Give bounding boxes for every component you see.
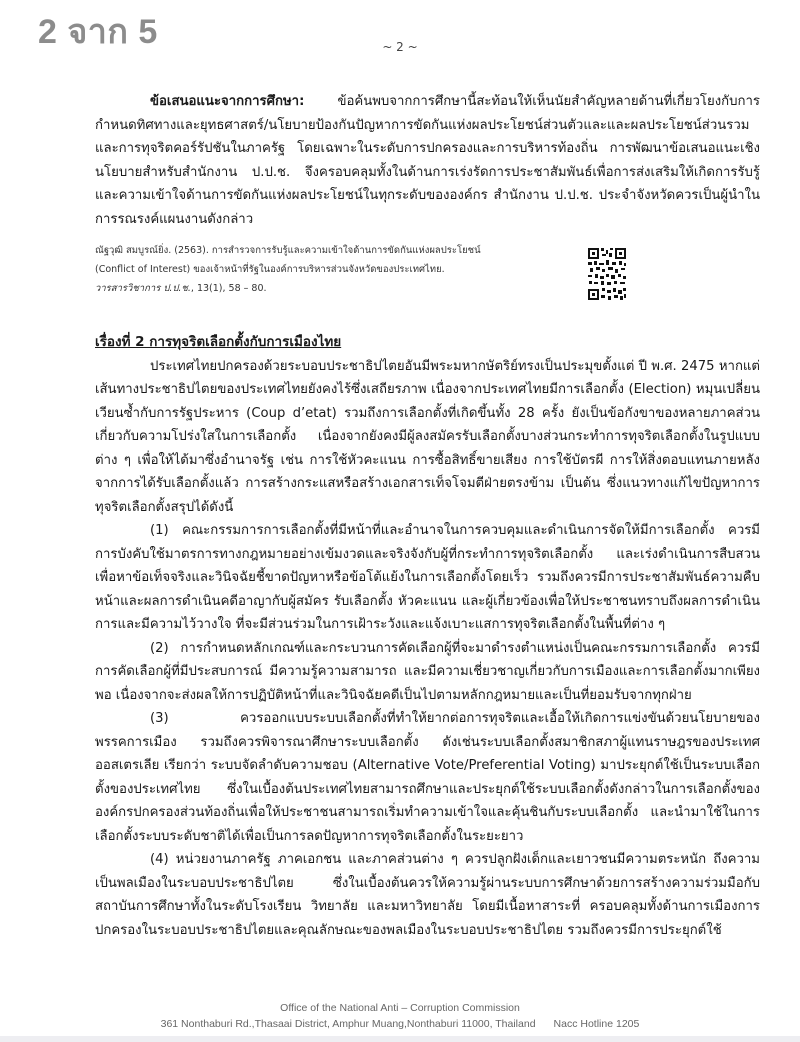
footer-contact bbox=[0, 1016, 800, 1032]
reference-line-1: ณัฐวุฒิ สมบูรณ์ยิ่ง. (2563). การสำรวจการรับรู้และความเข้าใจด้านการขัดกันแห่งผลประโยชน์ bbox=[95, 245, 481, 256]
document-body bbox=[95, 90, 760, 942]
footer-organization: Office of the National Anti – Corruption Commission bbox=[280, 1002, 520, 1014]
reference-journal: วารสารวิชาการ ป.ป.ช. bbox=[95, 283, 191, 294]
viewer-bottom-bar bbox=[0, 1036, 800, 1042]
page-number: ~ 2 ~ bbox=[382, 40, 418, 54]
list-item: (1) คณะกรรมการการเลือกตั้งที่มีหน้าที่และอำนาจในการควบคุมและดำเนินการจัดให้มีการเลือกตั้ง ควรมีการบังคับใช้มาตรการทางกฎหมายอย่างเข้มงวดและจริงจังกับผู้ที่กระทำการทุจริตเลือกตั้ง และเร่งดำเนินการสืบสวนเพื่อหาข้อเท็จจริงและวินิจฉัยชี้ขาดปัญหาหรือข้อโต้แย้งในการเลือกตั้งโดยเร็ว รวมถึงควรมีการประชาสัมพันธ์ความคืบหน้าและผลการดำเนินคดีอาญากับผู้สมัคร รับเลือกตั้ง หัวคะแนน และผู้เกี่ยวข้องเพื่อให้ประชาชนทราบถึงผลการดำเนินการและมีความไว้วางใจ ที่จะมีส่วนร่วมในการเฝ้าระวังและแจ้งเบาะแสการทุจริตเลือกตั้งในพื้นที่ต่าง ๆ bbox=[95, 523, 760, 632]
reference-citation bbox=[95, 241, 555, 298]
reference-volume: , 13(1), 58 – 80. bbox=[190, 283, 267, 294]
page-footer bbox=[0, 1000, 800, 1032]
section-heading: เรื่องที่ 2 การทุจริตเลือกตั้งกับการเมืองไทย bbox=[95, 334, 342, 350]
page-indicator: 2 จาก 5 bbox=[38, 13, 158, 51]
recommendation-label: ข้อเสนอแนะจากการศึกษา: bbox=[150, 94, 305, 109]
reference-line-2: (Conflict of Interest) ของเจ้าหน้าที่รัฐในองค์การบริหารส่วนจังหวัดของประเทศไทย. bbox=[95, 264, 445, 275]
section-intro-paragraph: ประเทศไทยปกครองด้วยระบอบประชาธิปไตยอันมีพระมหากษัตริย์ทรงเป็นประมุขตั้งแต่ ปี พ.ศ. 2475 หากแต่เส้นทางประชาธิปไตยของประเทศไทยยังคงไร้ซึ่งเสถียรภาพ เนื่องจากประเทศไทยมีการเลือกตั้ง (Election) หมุนเปลี่ยนเวียนซ้ำกับการรัฐประหาร (Coup d’etat) รวมถึงการเลือกตั้งที่เกิดขึ้นทั้ง 28 ครั้ง ยังเป็นข้อกังขาของหลายภาคส่วนเกี่ยวกับความโปร่งใสในการเลือกตั้ง เนื่องจากยังคงมีผู้ลงสมัครรับเลือกตั้งบางส่วนกระทำการทุจริตเลือกตั้งในรูปแบบต่าง ๆ เพื่อให้ได้มาซึ่งอำนาจรัฐ เช่น การใช้หัวคะแนน การซื้อสิทธิ์ขายเสียง การใช้บัตรผี การให้สิ่งตอบแทนภายหลังจากการได้รับเลือกตั้งแล้ว การสร้างกระแสหรือสร้างเอกสารเท็จโจมตีฝ่ายตรงข้าม เป็นต้น ซึ่งแนวทางแก้ไขปัญหาการทุจริตเลือกตั้งสรุปได้ดังนี้ bbox=[95, 358, 760, 515]
recommendation-paragraph bbox=[95, 90, 760, 231]
footer-hotline: Nacc Hotline 1205 bbox=[553, 1018, 640, 1030]
footer-address: 361 Nonthaburi Rd.,Thasaai District, Amphur Muang,Nonthaburi 11000, Thailand bbox=[160, 1018, 536, 1030]
list-item: (4) หน่วยงานภาครัฐ ภาคเอกชน และภาคส่วนต่าง ๆ ควรปลูกฝังเด็กและเยาวชนมีความตระหนัก ถึงความเป็นพลเมืองในระบอบประชาธิปไตย ซึ่งในเบื้องต้นควรให้ความรู้ผ่านระบบการศึกษาด้วยการสร้างความร่วมมือกับสถาบันการศึกษาทั้งในระดับโรงเรียน วิทยาลัย และมหาวิทยาลัย โดยมีเนื้อหาสาระที่ ครอบคลุมทั้งด้านการเมืองการปกครองในระบอบประชาธิปไตยและคุณลักษณะของพลเมืองในระบอบประชาธิปไตย รวมถึงควรมีการประยุกต์ใช้ bbox=[95, 852, 760, 938]
reference-line-3 bbox=[95, 279, 555, 298]
list-item: (2) การกำหนดหลักเกณฑ์และกระบวนการคัดเลือกผู้ที่จะมาดำรงตำแหน่งเป็นคณะกรรมการเลือกตั้ง ควรมีการคัดเลือกผู้ที่มีประสบการณ์ มีความรู้ความสามารถ และมีความเชี่ยวชาญเกี่ยวกับการเมืองและการเลือกตั้งมากเพียงพอ เนื่องจากจะส่งผลให้การปฏิบัติหน้าที่และวินิจฉัยคดีเป็นไปตามหลักกฎหมายและเป็นที่ยอมรับจากทุกฝ่าย bbox=[95, 640, 760, 703]
list-item: (3) ควรออกแบบระบบเลือกตั้งที่ทำให้ยากต่อการทุจริตและเอื้อให้เกิดการแข่งขันด้วยนโยบายของพรรคการเมือง รวมถึงควรพิจารณาศึกษาระบบเลือกตั้ง ดังเช่นระบบเลือกตั้งสมาชิกสภาผู้แทนราษฎรของประเทศออสเตรเลีย เรียกว่า ระบบจัดลำดับความชอบ (Alternative Vote/Preferential Voting) มาประยุกต์ใช้เป็นระบบเลือกตั้งของประเทศไทย ซึ่งในเบื้องต้นประเทศไทยสามารถศึกษาและประยุกต์ใช้ระบบเลือกตั้งดังกล่าวในการเลือกตั้งขององค์กรปกครองส่วนท้องถิ่นเพื่อให้ประชาชนสามารถเริ่มทำความเข้าใจและคุ้นชินกับระบบเลือกตั้ง และนำมาใช้ในการเลือกตั้งระบบระดับชาติได้เพื่อเป็นการลดปัญหาการทุจริตเลือกตั้งในระยะยาว bbox=[95, 711, 760, 844]
reference-block bbox=[95, 241, 760, 321]
qr-code-icon[interactable] bbox=[585, 244, 629, 304]
recommendation-text: ข้อค้นพบจากการศึกษานี้สะท้อนให้เห็นนัยสำคัญหลายด้านที่เกี่ยวโยงกับการกำหนดทิศทางและยุทธศาสตร์/นโยบายป้องกันปัญหาการขัดกันแห่งผลประโยชน์ส่วนตัวและและผลประโยชน์ส่วนรวม และการทุจริตคอร์รัปชันในภาครัฐ โดยเฉพาะในระดับการปกครองและการบริหารท้องถิ่น การพัฒนาข้อเสนอแนะเชิงนโยบายสำหรับสำนักงาน ป.ป.ช. จึงครอบคลุมทั้งในด้านการเร่งรัดการประชาสัมพันธ์เพื่อการส่งเสริมให้เกิดการรับรู้และความเข้าใจด้านการขัดกันแห่งผลประโยชน์ในทุกระดับขององค์กร สำนักงาน ป.ป.ช. ประจำจังหวัดควรเป็นผู้นำในการรณรงค์แผนงานดังกล่าว bbox=[95, 94, 760, 227]
